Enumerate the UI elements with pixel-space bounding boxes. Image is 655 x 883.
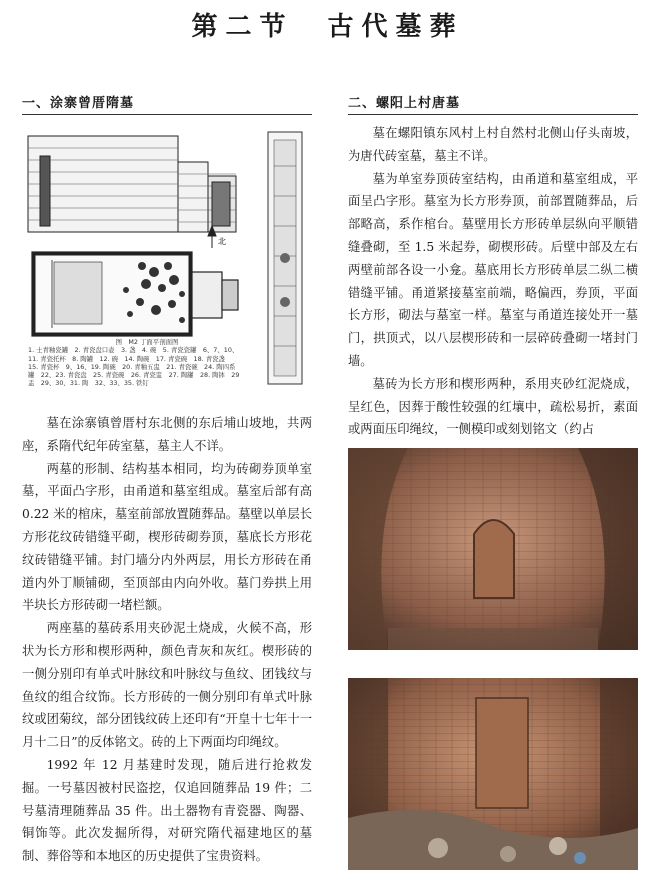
tomb-plan-figure (22, 126, 312, 394)
section-heading-left: 一、涂寨曾厝隋墓 (22, 96, 135, 111)
tomb-interior-photo-1 (348, 448, 638, 650)
page-title: 第二节 古代墓葬 (191, 12, 464, 42)
paragraph: 两墓的形制、结构基本相同，均为砖砌券顶单室墓，平面凸字形，由甬道和墓室组成。墓室后部有高 0.22 米的棺床，墓室前部放置随葬品。墓壁以单层长方形花纹砖错缝平砌，楔形砖砌券顶，墓底长方形花纹砖错缝平铺。封门墙分内外两层，用长方形砖在甬道内外丁顺铺砌，至顶部由内向外收。墓门券拱上用半块长方形砖砌一堵栏额。 (22, 461, 312, 613)
section-heading-right: 二、螺阳上村唐墓 (348, 96, 461, 111)
paragraph: 1992 年 12 月基建时发现，随后进行抢救发掘。一号墓因被村民盗挖，仅追回随葬品 19 件；二号墓清理随葬品 35 件。出土器物有青瓷器、陶器、铜饰等。此次发掘所得，对研究隋代福建地区的墓制、葬俗等和本地区的历史提供了宝贵资料。 (22, 757, 312, 864)
figure-caption: 图 M2 丁面平剖面图 (115, 338, 179, 346)
paragraph: 墓砖为长方形和楔形两种，系用夹砂红泥烧成，呈红色，因葬于酸性较强的红壤中，疏松易折，素面或两面压印绳纹，一侧模印或刻划铭文（约占 (348, 376, 638, 437)
figure-legend-line: 15. 青瓷杯 9、16、19. 陶碗 20. 青釉五盅 21. 青瓷碗 24. 陶四系 (28, 362, 236, 371)
north-label: 北 (218, 237, 226, 246)
paragraph: 墓在涂寨镇曾厝村东北侧的东后埔山坡地，共两座，系隋代纪年砖室墓，墓主人不详。 (22, 416, 312, 453)
figure-legend-line: 罐 22、23. 青瓷盘 25. 青瓷碗 26. 青瓷盅 27. 陶罐 28. 陶钵 29 (28, 371, 240, 380)
figure-legend-line: 11. 青瓷托杯 8. 陶罐 12. 碗 14. 陶碗 17. 青瓷碗 18. 青瓷盏 (28, 354, 225, 363)
paragraph: 两座墓的墓砖系用夹砂泥土烧成，火候不高，形状为长方形和楔形两种，颜色青灰和灰红。楔形砖的一侧分别印有单式叶脉纹和叶脉纹与鱼纹、团钱纹与鱼纹的组合纹饰。长方形砖的一侧分别印有单式叶脉纹或团菊纹，部分团钱纹砖上还印有“开皇十七年十一月十二日”的反体铭文。砖的上下两面均印绳纹。 (22, 621, 312, 750)
heading-rule-left (22, 114, 312, 115)
left-body-text (22, 412, 312, 868)
paragraph: 墓为单室券顶砖室结构，由甬道和墓室组成，平面呈凸字形。墓室为长方形券顶，前部置随葬品，后部略高，系作棺台。墓壁用长方形砖单层纵向平顺错缝叠砌，至 1.5 米起券，砌楔形砖。后壁中部及左右两壁前部各设一小龛。墓底用长方形砖单层二纵二横错缝平铺。甬道紧接墓室前端，略偏西，券顶，平面长方形，砌法与墓室一样。墓室与甬道连接处开一墓门，拱顶式，以八层楔形砖和一层碎砖叠砌一堵封门墙。 (348, 171, 638, 368)
figure-legend-line: 1. 士青釉瓷罐 2. 青瓷盘口壶 3. 盏 4. 碗 5. 青瓷瓷罐 6、7、10、 (28, 346, 239, 355)
tomb-interior-photo-2 (348, 678, 638, 870)
paragraph: 墓在螺阳镇东风村上村自然村北侧山仔头南坡，为唐代砖室墓，墓主不详。 (348, 126, 638, 163)
figure-legend-line: 盂 29、30、31. 陶 32、33、35. 铁钉 (28, 379, 149, 388)
right-body-text (348, 122, 638, 441)
heading-rule-right (348, 114, 638, 115)
